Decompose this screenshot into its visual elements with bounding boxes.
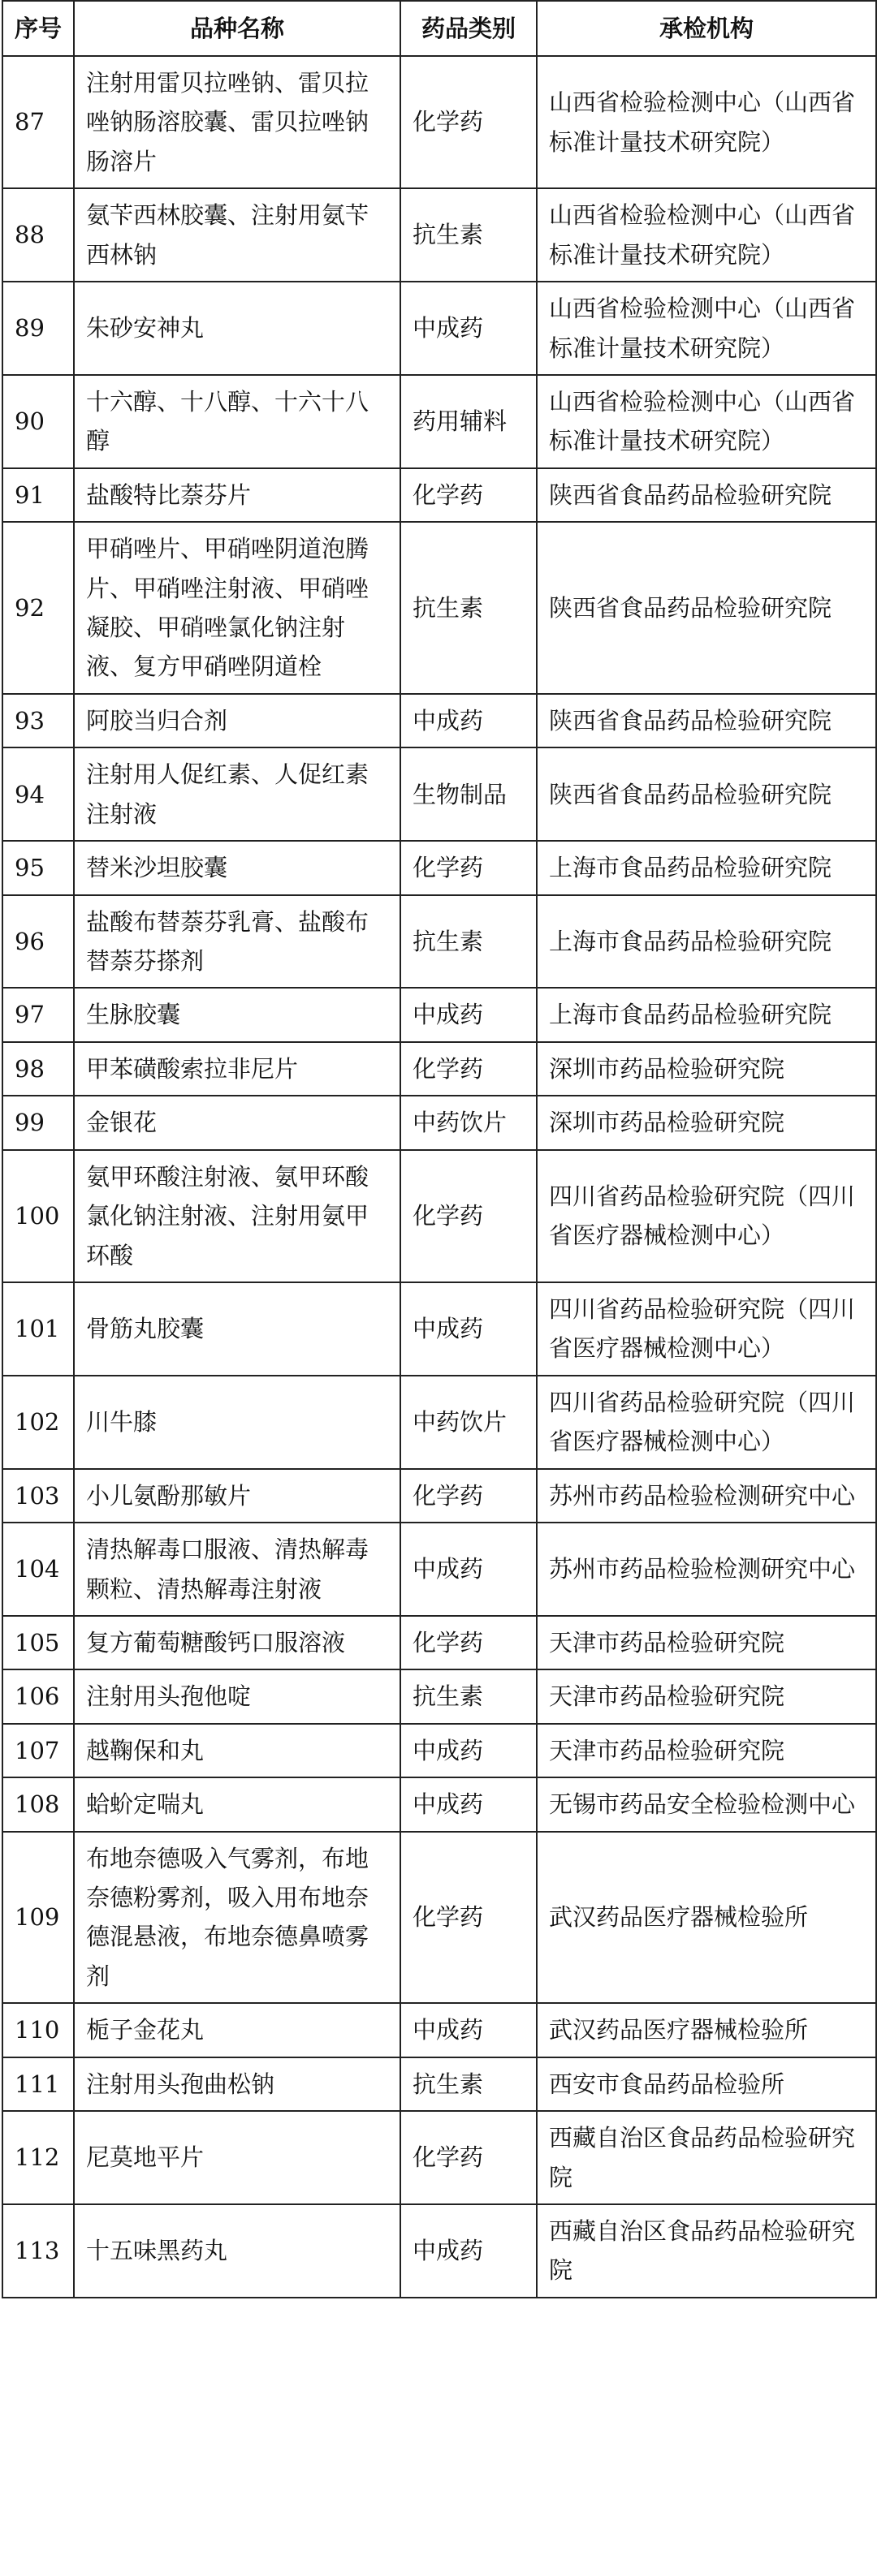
table-row (2, 694, 876, 747)
table-row (2, 895, 876, 989)
cell-serial-number: 87 (2, 56, 74, 188)
table-row (2, 282, 876, 375)
table-row (2, 1150, 876, 1282)
table-row (2, 1042, 876, 1096)
cell-product-name: 盐酸特比萘芬片 (74, 468, 400, 522)
cell-product-name: 朱砂安神丸 (74, 282, 400, 375)
inspection-table (2, 0, 877, 2298)
cell-drug-category: 化学药 (400, 841, 537, 894)
cell-testing-institution: 西安市食品药品检验所 (537, 2057, 876, 2111)
cell-drug-category: 抗生素 (400, 2057, 537, 2111)
cell-testing-institution: 陕西省食品药品检验研究院 (537, 522, 876, 694)
cell-serial-number: 98 (2, 1042, 74, 1096)
cell-drug-category: 中药饮片 (400, 1376, 537, 1469)
table-row (2, 1469, 876, 1523)
cell-serial-number: 113 (2, 2204, 74, 2298)
cell-serial-number: 101 (2, 1282, 74, 1376)
cell-testing-institution: 西藏自治区食品药品检验研究院 (537, 2204, 876, 2298)
cell-product-name: 小儿氨酚那敏片 (74, 1469, 400, 1523)
table-row (2, 1777, 876, 1831)
cell-product-name: 十五味黑药丸 (74, 2204, 400, 2298)
cell-serial-number: 105 (2, 1616, 74, 1669)
cell-drug-category: 中药饮片 (400, 1096, 537, 1149)
cell-serial-number: 91 (2, 468, 74, 522)
cell-testing-institution: 四川省药品检验研究院（四川省医疗器械检测中心） (537, 1282, 876, 1376)
cell-testing-institution: 无锡市药品安全检验检测中心 (537, 1777, 876, 1831)
cell-serial-number: 95 (2, 841, 74, 894)
table-body (2, 56, 876, 2298)
table-row (2, 841, 876, 894)
cell-serial-number: 96 (2, 895, 74, 989)
cell-serial-number: 92 (2, 522, 74, 694)
table-row (2, 747, 876, 841)
cell-serial-number: 106 (2, 1669, 74, 1723)
cell-testing-institution: 陕西省食品药品检验研究院 (537, 747, 876, 841)
cell-drug-category: 生物制品 (400, 747, 537, 841)
cell-serial-number: 103 (2, 1469, 74, 1523)
cell-serial-number: 112 (2, 2111, 74, 2204)
cell-testing-institution: 山西省检验检测中心（山西省标准计量技术研究院） (537, 56, 876, 188)
cell-product-name: 川牛膝 (74, 1376, 400, 1469)
cell-testing-institution: 山西省检验检测中心（山西省标准计量技术研究院） (537, 188, 876, 282)
cell-product-name: 注射用雷贝拉唑钠、雷贝拉唑钠肠溶胶囊、雷贝拉唑钠肠溶片 (74, 56, 400, 188)
cell-product-name: 甲苯磺酸索拉非尼片 (74, 1042, 400, 1096)
cell-product-name: 替米沙坦胶囊 (74, 841, 400, 894)
cell-product-name: 越鞠保和丸 (74, 1724, 400, 1777)
header-testing-institution: 承检机构 (537, 1, 876, 56)
header-product-name: 品种名称 (74, 1, 400, 56)
cell-product-name: 金银花 (74, 1096, 400, 1149)
cell-product-name: 十六醇、十八醇、十六十八醇 (74, 375, 400, 468)
cell-testing-institution: 天津市药品检验研究院 (537, 1616, 876, 1669)
cell-serial-number: 88 (2, 188, 74, 282)
cell-serial-number: 107 (2, 1724, 74, 1777)
table-row (2, 2111, 876, 2204)
table-row (2, 1282, 876, 1376)
cell-product-name: 栀子金花丸 (74, 2003, 400, 2057)
table-row (2, 2204, 876, 2298)
cell-product-name: 甲硝唑片、甲硝唑阴道泡腾片、甲硝唑注射液、甲硝唑凝胶、甲硝唑氯化钠注射液、复方甲硝唑阴道栓 (74, 522, 400, 694)
cell-testing-institution: 深圳市药品检验研究院 (537, 1096, 876, 1149)
cell-product-name: 清热解毒口服液、清热解毒颗粒、清热解毒注射液 (74, 1523, 400, 1616)
cell-drug-category: 中成药 (400, 988, 537, 1041)
cell-testing-institution: 山西省检验检测中心（山西省标准计量技术研究院） (537, 282, 876, 375)
cell-serial-number: 94 (2, 747, 74, 841)
cell-product-name: 注射用人促红素、人促红素注射液 (74, 747, 400, 841)
cell-serial-number: 104 (2, 1523, 74, 1616)
table-row (2, 188, 876, 282)
cell-serial-number: 100 (2, 1150, 74, 1282)
cell-product-name: 蛤蚧定喘丸 (74, 1777, 400, 1831)
table-row (2, 1523, 876, 1616)
cell-testing-institution: 陕西省食品药品检验研究院 (537, 468, 876, 522)
cell-drug-category: 化学药 (400, 1469, 537, 1523)
cell-serial-number: 109 (2, 1832, 74, 2004)
table-header (2, 1, 876, 56)
table-row (2, 56, 876, 188)
cell-serial-number: 99 (2, 1096, 74, 1149)
cell-drug-category: 抗生素 (400, 522, 537, 694)
table-row (2, 1376, 876, 1469)
cell-product-name: 生脉胶囊 (74, 988, 400, 1041)
table-row (2, 1096, 876, 1149)
cell-testing-institution: 武汉药品医疗器械检验所 (537, 1832, 876, 2004)
cell-testing-institution: 四川省药品检验研究院（四川省医疗器械检测中心） (537, 1150, 876, 1282)
cell-testing-institution: 四川省药品检验研究院（四川省医疗器械检测中心） (537, 1376, 876, 1469)
cell-product-name: 氨甲环酸注射液、氨甲环酸氯化钠注射液、注射用氨甲环酸 (74, 1150, 400, 1282)
cell-testing-institution: 陕西省食品药品检验研究院 (537, 694, 876, 747)
cell-serial-number: 108 (2, 1777, 74, 1831)
cell-serial-number: 90 (2, 375, 74, 468)
table-row (2, 1724, 876, 1777)
cell-drug-category: 化学药 (400, 468, 537, 522)
header-row (2, 1, 876, 56)
cell-drug-category: 中成药 (400, 2204, 537, 2298)
header-serial-number: 序号 (2, 1, 74, 56)
cell-serial-number: 93 (2, 694, 74, 747)
cell-testing-institution: 深圳市药品检验研究院 (537, 1042, 876, 1096)
cell-drug-category: 抗生素 (400, 188, 537, 282)
cell-serial-number: 111 (2, 2057, 74, 2111)
cell-product-name: 布地奈德吸入气雾剂，布地奈德粉雾剂，吸入用布地奈德混悬液，布地奈德鼻喷雾剂 (74, 1832, 400, 2004)
cell-drug-category: 化学药 (400, 1616, 537, 1669)
header-drug-category: 药品类别 (400, 1, 537, 56)
cell-product-name: 骨筋丸胶囊 (74, 1282, 400, 1376)
table-row (2, 1616, 876, 1669)
table-row (2, 522, 876, 694)
cell-serial-number: 97 (2, 988, 74, 1041)
cell-product-name: 阿胶当归合剂 (74, 694, 400, 747)
cell-drug-category: 化学药 (400, 1150, 537, 1282)
cell-drug-category: 中成药 (400, 1523, 537, 1616)
cell-drug-category: 抗生素 (400, 1669, 537, 1723)
cell-testing-institution: 上海市食品药品检验研究院 (537, 895, 876, 989)
cell-testing-institution: 苏州市药品检验检测研究中心 (537, 1523, 876, 1616)
cell-drug-category: 中成药 (400, 1282, 537, 1376)
cell-product-name: 盐酸布替萘芬乳膏、盐酸布替萘芬搽剂 (74, 895, 400, 989)
cell-testing-institution: 西藏自治区食品药品检验研究院 (537, 2111, 876, 2204)
cell-drug-category: 中成药 (400, 2003, 537, 2057)
table-row (2, 375, 876, 468)
cell-serial-number: 89 (2, 282, 74, 375)
cell-testing-institution: 上海市食品药品检验研究院 (537, 988, 876, 1041)
cell-drug-category: 化学药 (400, 56, 537, 188)
table-row (2, 2057, 876, 2111)
cell-drug-category: 中成药 (400, 282, 537, 375)
cell-drug-category: 中成药 (400, 1777, 537, 1831)
cell-testing-institution: 武汉药品医疗器械检验所 (537, 2003, 876, 2057)
cell-testing-institution: 天津市药品检验研究院 (537, 1724, 876, 1777)
cell-drug-category: 化学药 (400, 2111, 537, 2204)
cell-product-name: 复方葡萄糖酸钙口服溶液 (74, 1616, 400, 1669)
cell-drug-category: 抗生素 (400, 895, 537, 989)
cell-testing-institution: 苏州市药品检验检测研究中心 (537, 1469, 876, 1523)
cell-drug-category: 化学药 (400, 1042, 537, 1096)
table-row (2, 1832, 876, 2004)
cell-serial-number: 110 (2, 2003, 74, 2057)
cell-drug-category: 化学药 (400, 1832, 537, 2004)
cell-product-name: 注射用头孢曲松钠 (74, 2057, 400, 2111)
cell-testing-institution: 山西省检验检测中心（山西省标准计量技术研究院） (537, 375, 876, 468)
cell-drug-category: 中成药 (400, 1724, 537, 1777)
table-row (2, 988, 876, 1041)
cell-drug-category: 中成药 (400, 694, 537, 747)
cell-product-name: 注射用头孢他啶 (74, 1669, 400, 1723)
table-row (2, 468, 876, 522)
table-row (2, 2003, 876, 2057)
cell-testing-institution: 上海市食品药品检验研究院 (537, 841, 876, 894)
cell-product-name: 尼莫地平片 (74, 2111, 400, 2204)
cell-drug-category: 药用辅料 (400, 375, 537, 468)
table-row (2, 1669, 876, 1723)
cell-serial-number: 102 (2, 1376, 74, 1469)
cell-testing-institution: 天津市药品检验研究院 (537, 1669, 876, 1723)
cell-product-name: 氨苄西林胶囊、注射用氨苄西林钠 (74, 188, 400, 282)
